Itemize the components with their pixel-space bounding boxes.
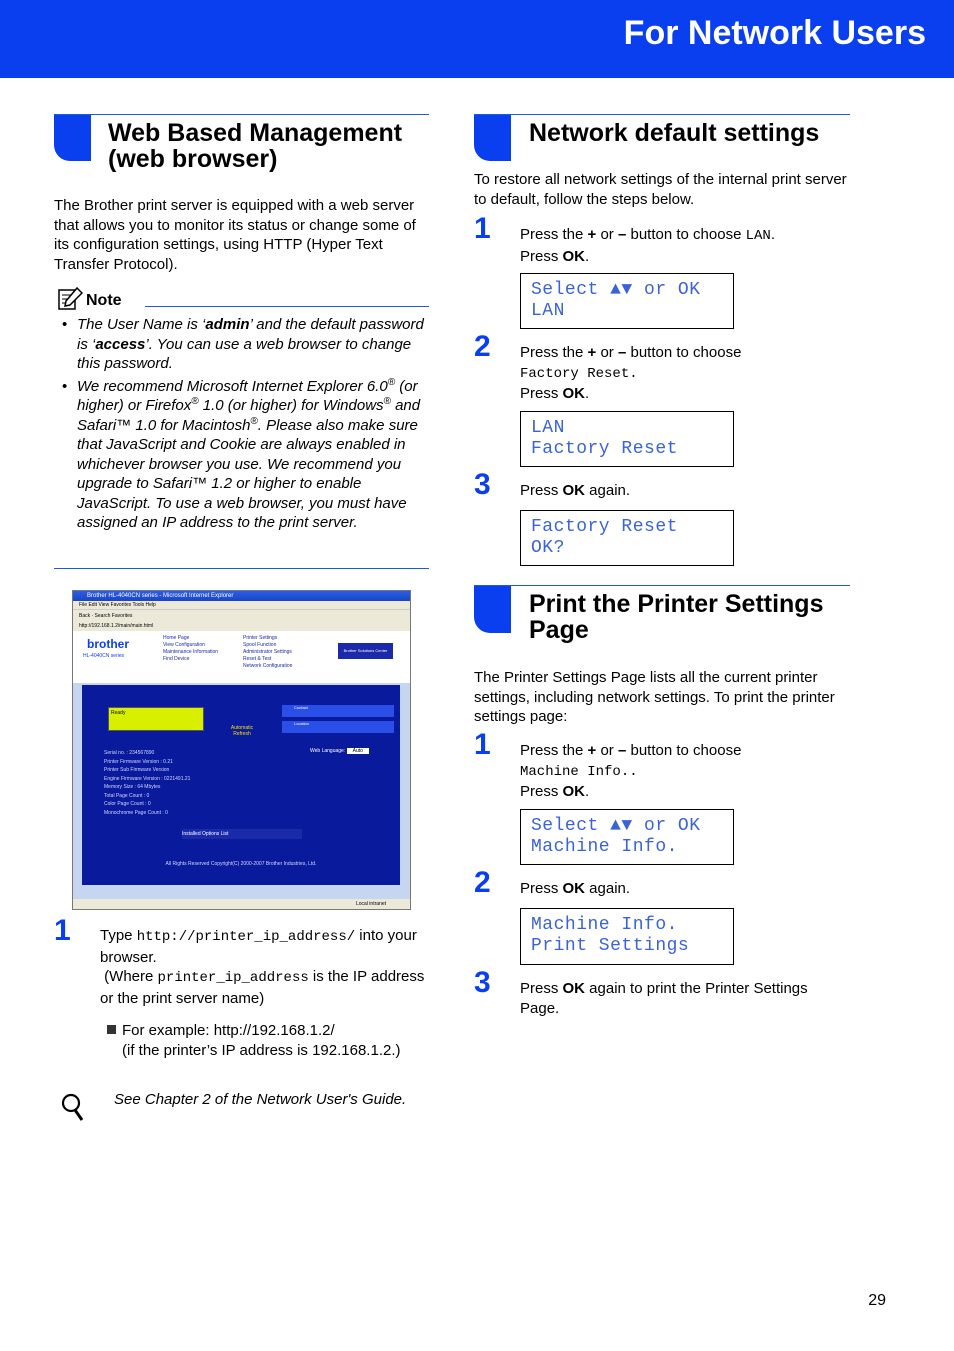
step-number: 2: [474, 866, 491, 899]
screenshot-main: [82, 685, 400, 885]
note-list: [54, 315, 430, 536]
screenshot-installed-options: Installed Options List: [182, 829, 302, 839]
note-rule: [145, 306, 429, 307]
note-icon: [57, 286, 83, 312]
screenshot-toolbar: Back · Search Favorites: [73, 609, 410, 622]
screenshot-brand: brother: [87, 637, 129, 651]
screenshot-addressbar: http://192.168.1.2/main/main.html: [73, 622, 410, 631]
step-instruction: Press OK again.: [520, 880, 631, 897]
page-number: 29: [868, 1292, 886, 1309]
screenshot-titlebar: Brother HL-4040CN series - Microsoft Internet Explorer: [73, 591, 410, 601]
bullet-square-icon: [107, 1025, 116, 1034]
screenshot-copyright: All Rights Reserved Copyright(C) 2000-2007 Brother Industries, Ltd.: [165, 861, 317, 867]
intro-paragraph: The Brother print server is equipped with a web server that allows you to monitor its status or change some of its configuration settings, using HTTP (Hyper Text Transfer Protocol).: [54, 197, 416, 273]
section-rule: [54, 114, 429, 115]
section-rule: [474, 114, 850, 115]
step-instruction: Press the + or – button to choose Factory Reset. Press OK.: [520, 344, 742, 402]
step-instruction: Press the + or – button to choose LAN. Press OK.: [520, 226, 775, 265]
section-marker: [54, 115, 91, 161]
note-item-browsers: • We recommend Microsoft Internet Explorer 6.0® (or higher) or Firefox® 1.0 (or higher) for Windows® and Safari™ 1.0 for Macintosh®. Please also make sure that JavaScript and Cookie are always enabled in whichever browser you use. We recommend you upgrade to Safari™ 1.2 or higher to enable JavaScript. To use a web browser, you must have assigned an IP address to the print server.: [54, 377, 430, 533]
screenshot-refresh: Automatic Refresh: [230, 725, 254, 737]
browser-screenshot: [72, 590, 411, 910]
magnifier-icon: [60, 1093, 86, 1123]
screenshot-statusbar: Local intranet: [73, 899, 410, 909]
screenshot-nav-col1: Home Page View Configuration Maintenance Information Find Device: [163, 635, 219, 662]
step-number: 2: [474, 330, 491, 363]
note-item-credentials: • The User Name is ‘admin’ and the default password is ‘access’. You can use a web browser to change this password.: [54, 315, 430, 374]
example-line1: For example: http://192.168.1.2/: [122, 1022, 335, 1039]
screenshot-contact: Contact: [282, 705, 394, 717]
step-number: 1: [474, 212, 491, 245]
note-end-rule: [54, 568, 429, 569]
step-number: 1: [54, 914, 71, 947]
screenshot-nav: [73, 631, 410, 683]
section-rule: [474, 585, 850, 586]
print-intro: The Printer Settings Page lists all the current printer settings, including network settings. To print the printer settings page:: [474, 669, 835, 725]
screenshot-lcd-status: Ready: [108, 707, 204, 731]
example-line2: (if the printer’s IP address is 192.168.1.2.): [122, 1042, 401, 1059]
step-instruction: Type http://printer_ip_address/ into your browser. (Where printer_ip_address is the IP address or the print server name): [100, 927, 425, 1007]
lcd-display: Factory Reset OK?: [520, 510, 734, 566]
section-title-network-default: Network default settings: [529, 119, 820, 147]
screenshot-solutions-banner: Brother Solutions Center: [338, 643, 393, 659]
section-title-web-management: Web Based Management (web browser): [108, 119, 403, 173]
step-instruction: Press the + or – button to choose Machine Info.. Press OK.: [520, 742, 742, 800]
screenshot-web-language: Web Language: Auto: [310, 748, 369, 754]
step-number: 3: [474, 966, 491, 999]
step-number: 1: [474, 728, 491, 761]
lcd-display: LAN Factory Reset: [520, 411, 734, 467]
step-instruction: Press OK again to print the Printer Settings Page.: [520, 980, 808, 1017]
screenshot-menubar: File Edit View Favorites Tools Help: [73, 601, 410, 609]
note-label: Note: [86, 292, 122, 309]
screenshot-location: Location: [282, 721, 394, 733]
section-marker: [474, 586, 511, 633]
screenshot-info: Serial no. : 234567890 Printer Firmware Version : 0.21 Printer Sub Firmware Version Engine Firmware Version : 0221491.21 Memory Size : 64 Mbytes Total Page Count : 0 Color Page Count : 0 Monochrome Page Count : 0: [104, 750, 191, 816]
screenshot-model: HL-4040CN series: [83, 653, 125, 659]
section-marker: [474, 115, 511, 161]
section-title-print-settings: Print the Printer Settings Page: [529, 590, 824, 644]
network-intro: To restore all network settings of the internal print server to default, follow the steps below.: [474, 171, 847, 208]
step-number: 3: [474, 468, 491, 501]
lcd-display: Select ▲▼ or OK LAN: [520, 273, 734, 329]
lcd-display: Machine Info. Print Settings: [520, 908, 734, 965]
lcd-display: Select ▲▼ or OK Machine Info.: [520, 809, 734, 865]
tip-text: See Chapter 2 of the Network User's Guide.: [114, 1091, 407, 1108]
page-header-title: For Network Users: [623, 14, 926, 52]
screenshot-nav-col2: Printer Settings Spool Function Administrator Settings Reset & Test Network Configuration: [243, 635, 293, 669]
step-instruction: Press OK again.: [520, 482, 631, 499]
